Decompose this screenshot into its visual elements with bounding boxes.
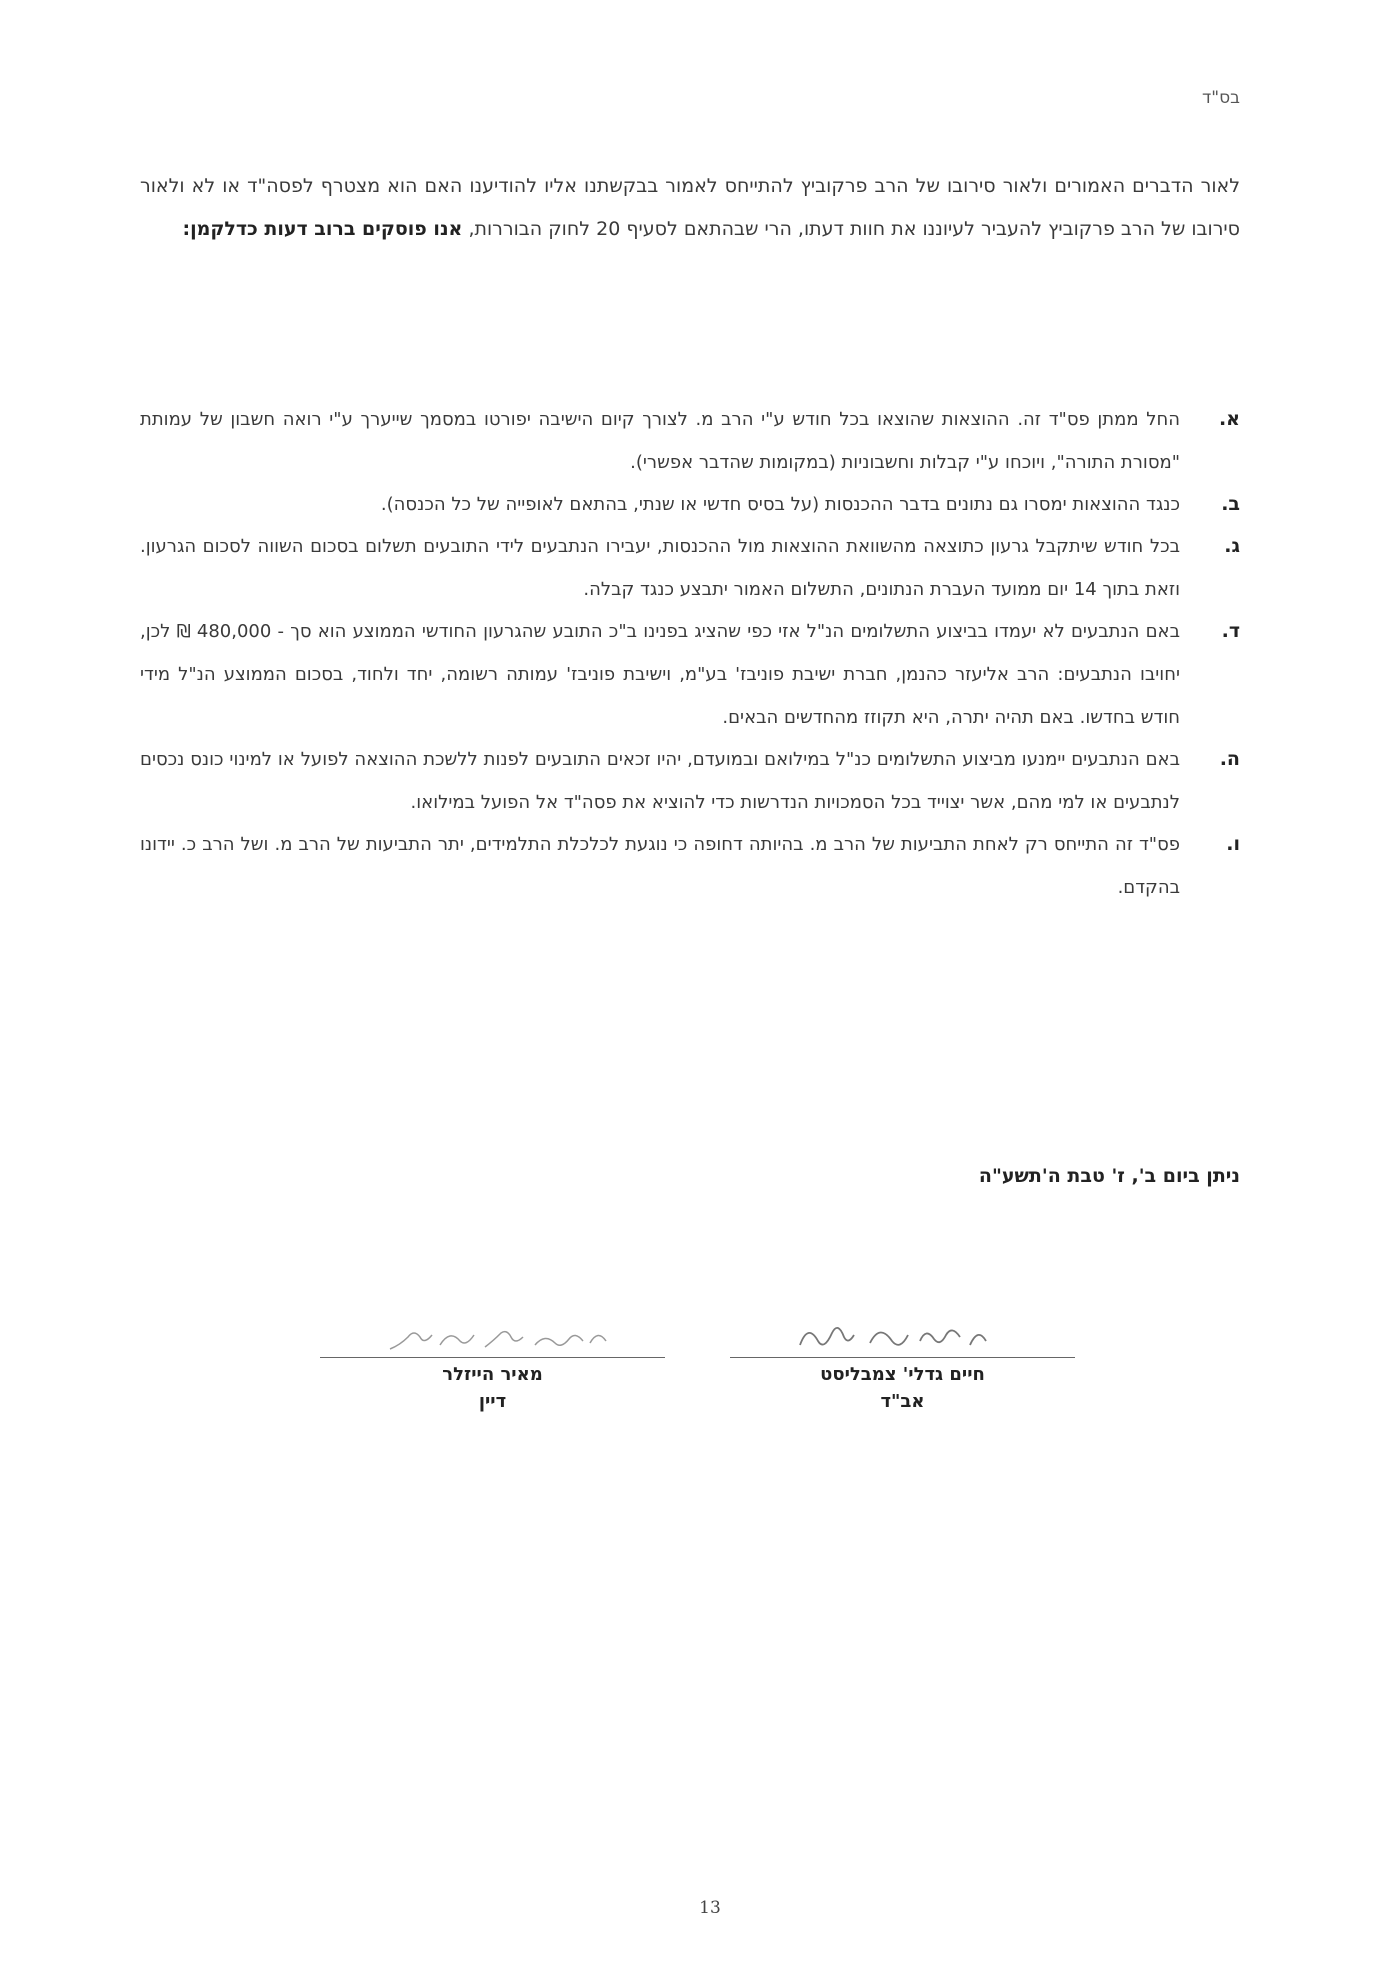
decision-item [140, 525, 1240, 611]
decision-text: באם הנתבעים יימנעו מביצוע התשלומים כנ"ל במילואם ובמועדם, יהיו זכאים התובעים לפנות ללשכת ההוצאה לפועל או למינוי כונס נכסים לנתבעים או למי מהם, אשר יצוייד בכל הסמכויות הנדרשות כדי להוציא את פסה"ד אל הפועל במילואו. [140, 749, 1180, 813]
decision-item [140, 398, 1240, 484]
signer-role: אב"ד [880, 1391, 925, 1412]
signer-name: חיים גדלי' צמבליסט [820, 1364, 985, 1385]
signer-role: דיין [478, 1391, 507, 1412]
signature-block-head-judge [730, 1315, 1075, 1412]
decision-letter: ד. [1221, 620, 1240, 642]
decision-letter: ב. [1221, 493, 1240, 515]
signature-line [320, 1357, 665, 1358]
decision-text: באם הנתבעים לא יעמדו בביצוע התשלומים הנ"ל אזי כפי שהציג בפנינו ב"כ התובע שהגרעון החודשי הממוצע הוא סך - 480,000 ₪ לכן, יחויבו הנתבעים: הרב אליעזר כהנמן, חברת ישיבת פוניבז' בע"מ, וישיבת פוניבז' עמותה רשומה, יחד ולחוד, בסכום הממוצע הנ"ל מידי חודש בחדשו. באם תהיה יתרה, היא תקוזז מהחדשים הבאים. [140, 621, 1180, 728]
signer-name: מאיר הייזלר [442, 1364, 543, 1385]
decision-text: פס"ד זה התייחס רק לאחת התביעות של הרב מ. בהיותה דחופה כי נוגעת לכלכלת התלמידים, יתר התביעות של הרב מ. ושל הרב כ. יידונו בהקדם. [140, 834, 1180, 898]
ruling-statement: אנו פוסקים ברוב דעות כדלקמן: [182, 218, 463, 240]
intro-paragraph [140, 165, 1240, 251]
intro-text: לאור הדברים האמורים ולאור סירובו של הרב פרקוביץ להתייחס לאמור בבקשתנו אליו להודיענו האם הוא מצטרף לפסה"ד או לא ולאור סירובו של הרב פרקוביץ להעביר לעיוננו את חוות דעתו, הרי שבהתאם לסעיף 20 לחוק הבוררות, [140, 175, 1240, 240]
decision-text: החל ממתן פס"ד זה. ההוצאות שהוצאו בכל חודש ע"י הרב מ. לצורך קיום הישיבה יפורטו במסמך שייערך ע"י רואה חשבון של עמותת "מסורת התורה", ויוכחו ע"י קבלות וחשבוניות (במקומות שהדבר אפשרי). [140, 409, 1180, 473]
decision-item [140, 738, 1240, 824]
decision-letter: ו. [1226, 833, 1240, 855]
decision-item [140, 823, 1240, 909]
decision-text: כנגד ההוצאות ימסרו גם נתונים בדבר ההכנסות (על בסיס חדשי או שנתי, בהתאם לאופייה של כל הכנסה). [380, 494, 1180, 515]
decision-item [140, 483, 1240, 526]
decision-text: בכל חודש שיתקבל גרעון כתוצאה מהשוואת ההוצאות מול ההכנסות, יעבירו הנתבעים לידי התובעים תשלום בסכום השווה לסכום הגרעון. וזאת בתוך 14 יום ממועד העברת הנתונים, התשלום האמור יתבצע כנגד קבלה. [140, 536, 1180, 600]
signature-line [730, 1357, 1075, 1358]
header-mark: בס"ד [1202, 88, 1240, 108]
decision-letter: ג. [1224, 535, 1240, 557]
decision-letter: א. [1218, 408, 1240, 430]
page-number: 13 [699, 1898, 721, 1918]
handwritten-signature [730, 1315, 1075, 1357]
decision-letter: ה. [1219, 748, 1240, 770]
decisions-list [140, 398, 1240, 908]
given-date: ניתן ביום ב', ז' טבת ה'תשע"ה [978, 1165, 1240, 1187]
signature-block-judge [320, 1315, 665, 1412]
handwritten-signature [320, 1315, 665, 1357]
decision-item [140, 610, 1240, 739]
